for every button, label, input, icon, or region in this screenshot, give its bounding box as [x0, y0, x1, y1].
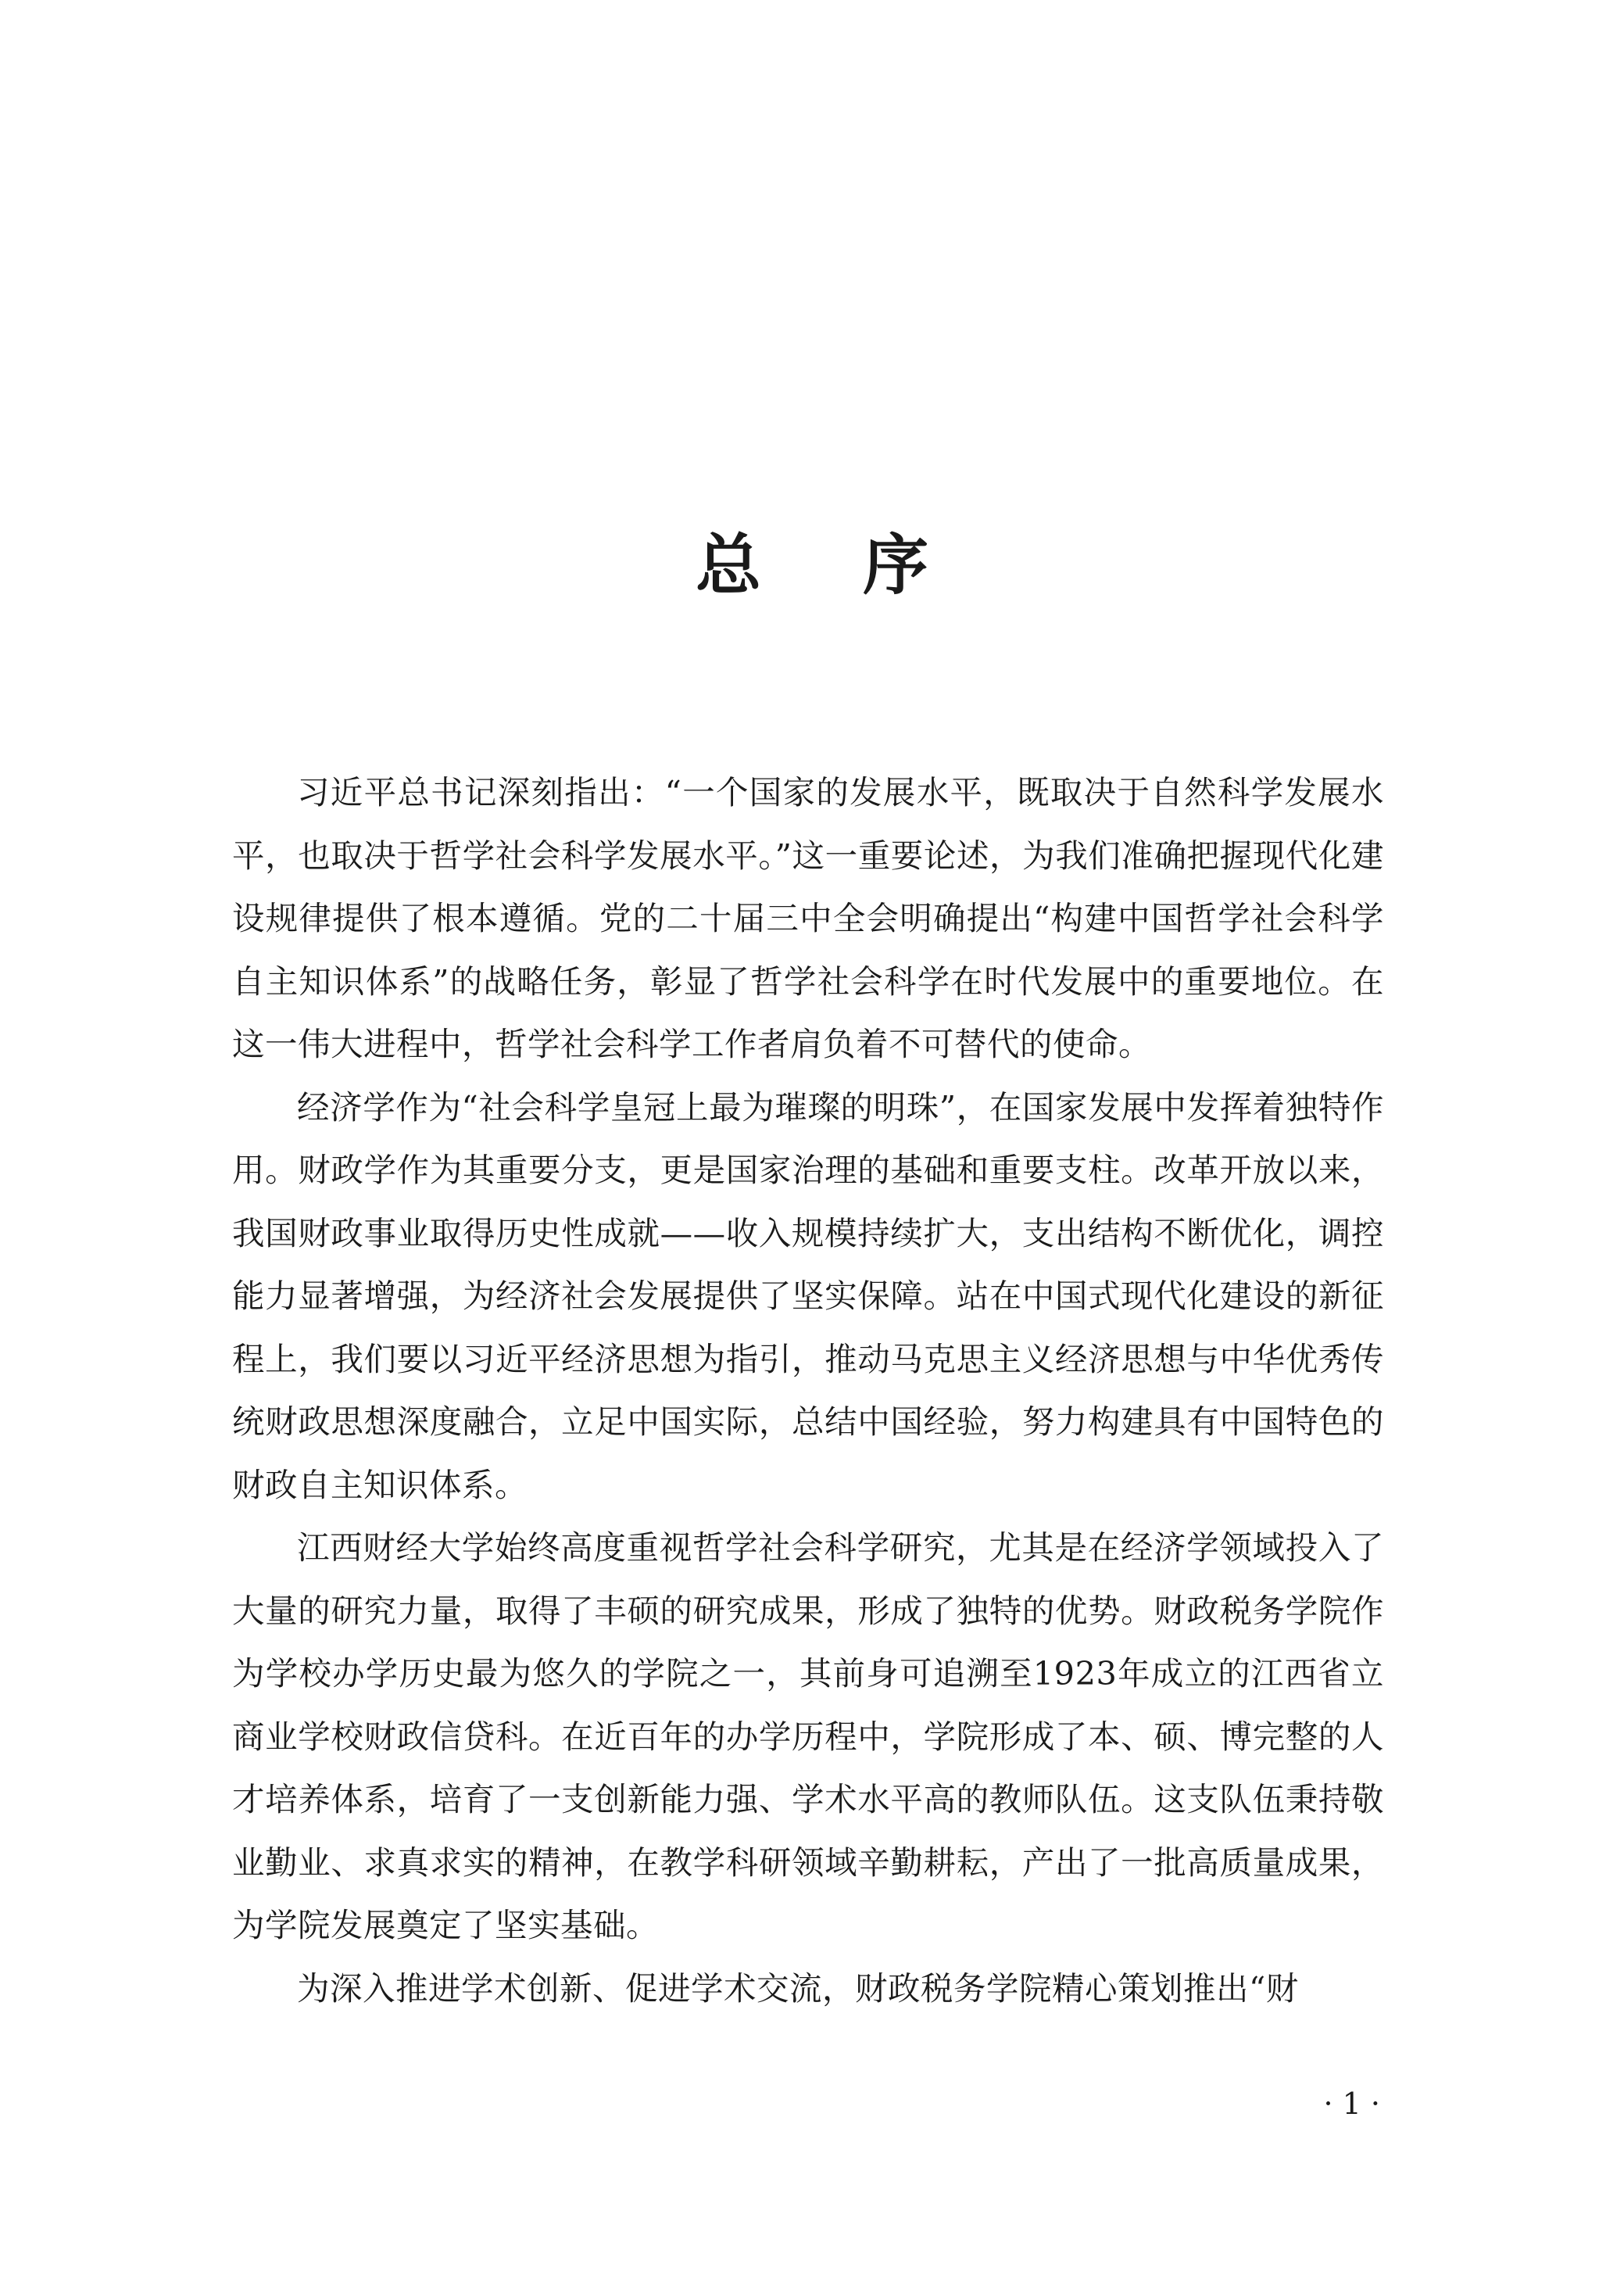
paragraph: 江西财经大学始终高度重视哲学社会科学研究，尤其是在经济学领域投入了大量的研究力量，取得了丰硕的研究成果，形成了独特的优势。财政税务学院作为学校办学历史最为悠久的学院之一，其前身可追溯至1923年成立的江西省立商业学校财政信贷科。在近百年的办学历程中，学院形成了本、硕、博完整的人才培养体系，培育了一支创新能力强、学术水平高的教师队伍。这支队伍秉持敬业勤业、求真求实的精神，在教学科研领域辛勤耕耘，产出了一批高质量成果，为学院发展奠定了坚实基础。	[232, 1528, 1384, 1944]
page-title: 总序	[695, 526, 1030, 604]
body-text	[232, 761, 1384, 2020]
paragraph: 经济学作为“社会科学皇冠上最为璀璨的明珠”，在国家发展中发挥着独特作用。财政学作为其重要分支，更是国家治理的基础和重要支柱。改革开放以来，我国财政事业取得历史性成就——收入规模持续扩大，支出结构不断优化，调控能力显著增强，为经济社会发展提供了坚实保障。站在中国式现代化建设的新征程上，我们要以习近平经济思想为指引，推动马克思主义经济思想与中华优秀传统财政思想深度融合，立足中国实际，总结中国经验，努力构建具有中国特色的财政自主知识体系。	[232, 1087, 1384, 1504]
page-number: · 1 ·	[1323, 2087, 1380, 2121]
paragraph: 习近平总书记深刻指出：“一个国家的发展水平，既取决于自然科学发展水平，也取决于哲学社会科学发展水平。”这一重要论述，为我们准确把握现代化建设规律提供了根本遵循。党的二十届三中全会明确提出“构建中国哲学社会科学自主知识体系”的战略任务，彰显了哲学社会科学在时代发展中的重要地位。在这一伟大进程中，哲学社会科学工作者肩负着不可替代的使命。	[232, 773, 1384, 1063]
paragraph: 为深入推进学术创新、促进学术交流，财政税务学院精心策划推出“财	[297, 1968, 1299, 2008]
